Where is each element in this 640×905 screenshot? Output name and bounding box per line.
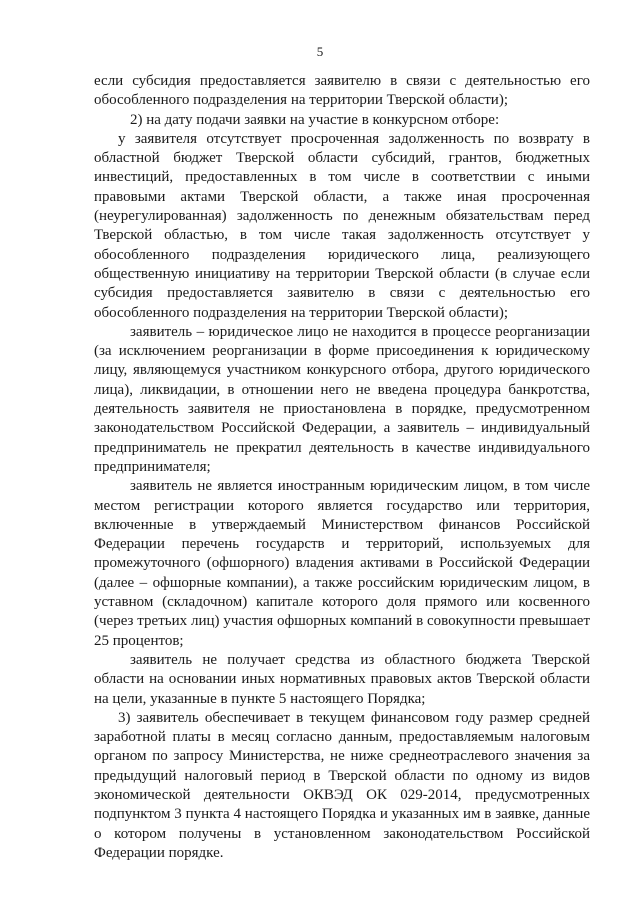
document-body xyxy=(94,72,590,863)
paragraph-no-debt: у заявителя отсутствует просроченная задолженность по возврату в областной бюджет Тверской области субсидий, грантов, бюджетных инвестиций, предоставленных в том числе в соответствии с иными правовыми актами Тверской области, а также иная просроченная (неурегулированная) задолженность по денежным обязательствам перед Тверской областью, в том числе такая задолженность отсутствует у обособленного подразделения юридического лица, реализующего общественную инициативу на территории Тверской области (в случае если субсидия предоставляется заявителю в связи с деятельностью его обособленного подразделения на территории Тверской области); xyxy=(94,130,590,321)
paragraph-item-3-salary: 3) заявитель обеспечивает в текущем финансовом году размер средней заработной платы в месяц согласно данным, предоставляемым налоговым органом по запросу Министерства, не ниже среднеотраслевого значения за предыдущий налоговый период в Тверской области по одному из видов экономической деятельности ОКВЭД ОК 029-2014, предусмотренных подпунктом 3 пункта 4 настоящего Порядка и указанных им в заявке, данные о котором получены в установленном законодательством Российской Федерации порядке. xyxy=(94,709,590,861)
paragraph-no-other-funding: заявитель не получает средства из областного бюджета Тверской области на основании иных нормативных правовых актов Тверской области на цели, указанные в пункте 5 настоящего Порядка; xyxy=(94,651,590,707)
paragraph-no-reorganization: заявитель – юридическое лицо не находится в процессе реорганизации (за исключением реорганизации в форме присоединения к юридическому лицу, являющемуся участником конкурсного отбора, другого юридического лица), ликвидации, в отношении него не введена процедура банкротства, деятельность заявителя не приостановлена в порядке, предусмотренном законодательством Российской Федерации, а заявитель – индивидуальный предприниматель не прекратил деятельность в качестве индивидуального предпринимателя; xyxy=(94,323,590,475)
paragraph-not-foreign-entity: заявитель не является иностранным юридическим лицом, в том числе местом регистрации которого является государство или территория, включенные в утверждаемый Министерством финансов Российской Федерации перечень государств и территорий, используемых для промежуточного (офшорного) владения активами в Российской Федерации (далее – офшорные компании), а также российским юридическим лицом, в уставном (складочном) капитале которого доля прямого или косвенного (через третьих лиц) участия офшорных компаний в совокупности превышает 25 процентов; xyxy=(94,478,590,649)
paragraph-continuation: если субсидия предоставляется заявителю в связи с деятельностью его обособленного подразделения на территории Тверской области); xyxy=(94,73,590,109)
paragraph-item-2-heading: 2) на дату подачи заявки на участие в конкурсном отборе: xyxy=(130,111,500,128)
page-number: 5 xyxy=(316,44,324,59)
